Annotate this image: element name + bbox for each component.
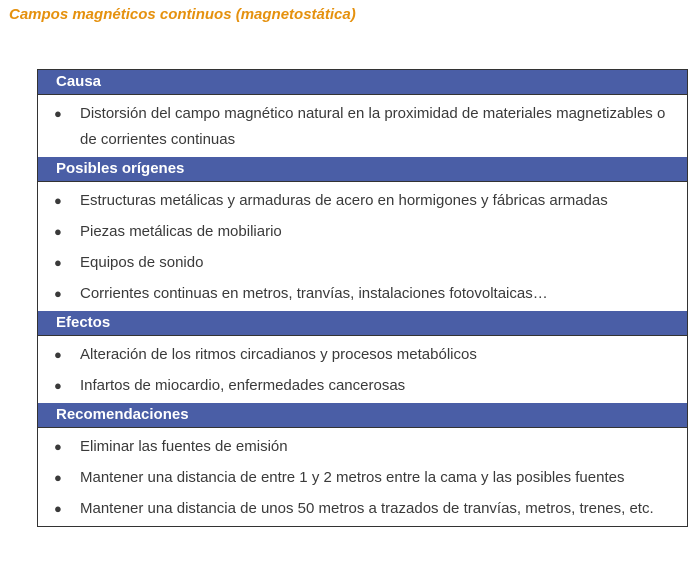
bullet-dot-icon: ● — [54, 106, 62, 121]
section-header: Causa — [38, 70, 687, 95]
list-item — [54, 465, 677, 491]
section-header: Recomendaciones — [38, 403, 687, 428]
list-item-text: Estructuras metálicas y armaduras de acero en hormigones y fábricas armadas — [80, 192, 608, 209]
bullet-dot-icon: ● — [54, 501, 62, 516]
list-item — [54, 219, 677, 245]
section-body — [38, 95, 687, 157]
info-table — [37, 69, 688, 527]
bullet-dot-icon: ● — [54, 378, 62, 393]
list-item-text: Equipos de sonido — [80, 254, 204, 271]
list-item — [54, 250, 677, 276]
document-title: Campos magnéticos continuos (magnetostática) — [9, 6, 356, 23]
section-body — [38, 428, 687, 526]
bullet-dot-icon: ● — [54, 255, 62, 270]
bullet-dot-icon: ● — [54, 347, 62, 362]
bullet-dot-icon: ● — [54, 286, 62, 301]
section-posibles-origenes — [38, 157, 687, 311]
list-item-text: Mantener una distancia de unos 50 metros a trazados de tranvías, metros, trenes, etc. — [80, 500, 654, 517]
section-causa — [38, 70, 687, 157]
list-item — [54, 188, 677, 214]
bullet-dot-icon: ● — [54, 193, 62, 208]
bullet-dot-icon: ● — [54, 439, 62, 454]
list-item — [54, 281, 677, 307]
list-item — [54, 496, 677, 522]
list-item — [54, 434, 677, 460]
section-efectos — [38, 311, 687, 403]
section-body — [38, 182, 687, 311]
list-item-text: Infartos de miocardio, enfermedades cancerosas — [80, 377, 406, 394]
bullet-dot-icon: ● — [54, 470, 62, 485]
list-item-text: Alteración de los ritmos circadianos y procesos metabólicos — [80, 346, 477, 363]
section-body — [38, 336, 687, 403]
list-item-text: Piezas metálicas de mobiliario — [80, 223, 282, 240]
section-header: Posibles orígenes — [38, 157, 687, 182]
list-item-text: Eliminar las fuentes de emisión — [80, 438, 288, 455]
list-item — [54, 373, 677, 399]
bullet-dot-icon: ● — [54, 224, 62, 239]
list-item-text: Mantener una distancia de entre 1 y 2 metros entre la cama y las posibles fuentes — [80, 469, 625, 486]
section-header: Efectos — [38, 311, 687, 336]
list-item — [54, 101, 677, 153]
list-item — [54, 342, 677, 368]
list-item-text: Corrientes continuas en metros, tranvías, instalaciones fotovoltaicas… — [80, 285, 548, 302]
section-recomendaciones — [38, 403, 687, 526]
list-item-text: Distorsión del campo magnético natural en la proximidad de materiales magnetizables o de corrientes continuas — [80, 105, 666, 148]
